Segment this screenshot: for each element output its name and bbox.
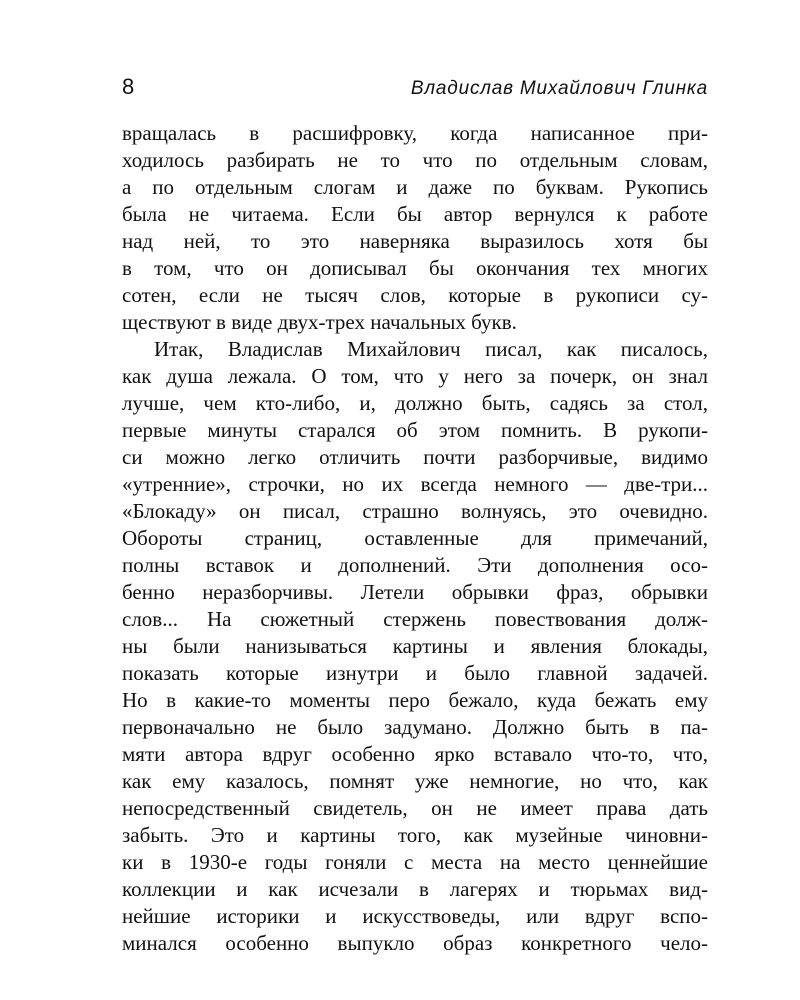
- text-line: Итак, Владислав Михайлович писал, как писалось,: [154, 337, 708, 361]
- text-line: Обороты страниц, оставленные для примечаний,: [122, 526, 708, 550]
- text-line: ходилось разбирать не то что по отдельным словам,: [122, 148, 708, 172]
- paragraph-1: [122, 120, 708, 336]
- text-line: была не читаема. Если бы автор вернулся к работе: [122, 202, 708, 226]
- text-line: ществуют в виде двух-трех начальных букв.: [122, 310, 517, 334]
- text-line: «утренние», строчки, но их всегда немного — две-три...: [122, 472, 708, 496]
- text-line: коллекции и как исчезали в лагерях и тюрьмах вид-: [122, 877, 708, 901]
- text-line: нейшие историки и искусствоведы, или вдруг вспо-: [122, 904, 708, 928]
- text-line: в том, что он дописывал бы окончания тех многих: [122, 256, 708, 280]
- text-line: вращалась в расшифровку, когда написанное при-: [122, 121, 708, 145]
- running-title: Владислав Михайлович Глинка: [410, 78, 708, 99]
- text-line: сотен, если не тысяч слов, которые в рукописи су-: [122, 283, 708, 307]
- running-header: [122, 74, 708, 104]
- text-line: забыть. Это и картины того, как музейные чиновни-: [122, 823, 708, 847]
- text-line: как душа лежала. О том, что у него за почерк, он знал: [122, 364, 708, 388]
- text-line: «Блокаду» он писал, страшно волнуясь, это очевидно.: [122, 499, 708, 523]
- text-line: лучше, чем кто-либо, и, должно быть, садясь за стол,: [122, 391, 708, 415]
- text-line: ки в 1930-е годы гоняли с места на место ценнейшие: [122, 850, 708, 874]
- text-line: над ней, то это наверняка выразилось хотя бы: [122, 229, 708, 253]
- text-line: минался особенно выпукло образ конкретного чело-: [122, 931, 708, 955]
- text-line: Но в какие-то моменты перо бежало, куда бежать ему: [122, 688, 708, 712]
- text-line: а по отдельным слогам и даже по буквам. Рукопись: [122, 175, 708, 199]
- text-line: бенно неразборчивы. Летели обрывки фраз, обрывки: [122, 580, 708, 604]
- body-text: [122, 120, 708, 957]
- text-line: показать которые изнутри и было главной задачей.: [122, 661, 708, 685]
- text-line: непосредственный свидетель, он не имеет права дать: [122, 796, 708, 820]
- text-line: си можно легко отличить почти разборчивые, видимо: [122, 445, 708, 469]
- paragraph-2: [122, 336, 708, 957]
- text-line: как ему казалось, помнят уже немногие, но что, как: [122, 769, 708, 793]
- text-line: первые минуты старался об этом помнить. В рукопи-: [122, 418, 708, 442]
- text-line: слов... На сюжетный стержень повествования долж-: [122, 607, 708, 631]
- text-line: ны были нанизываться картины и явления блокады,: [122, 634, 708, 658]
- text-line: мяти автора вдруг особенно ярко вставало что-то, что,: [122, 742, 708, 766]
- page-number: 8: [122, 74, 135, 99]
- text-line: первоначально не было задумано. Должно быть в па-: [122, 715, 708, 739]
- text-line: полны вставок и дополнений. Эти дополнения осо-: [122, 553, 708, 577]
